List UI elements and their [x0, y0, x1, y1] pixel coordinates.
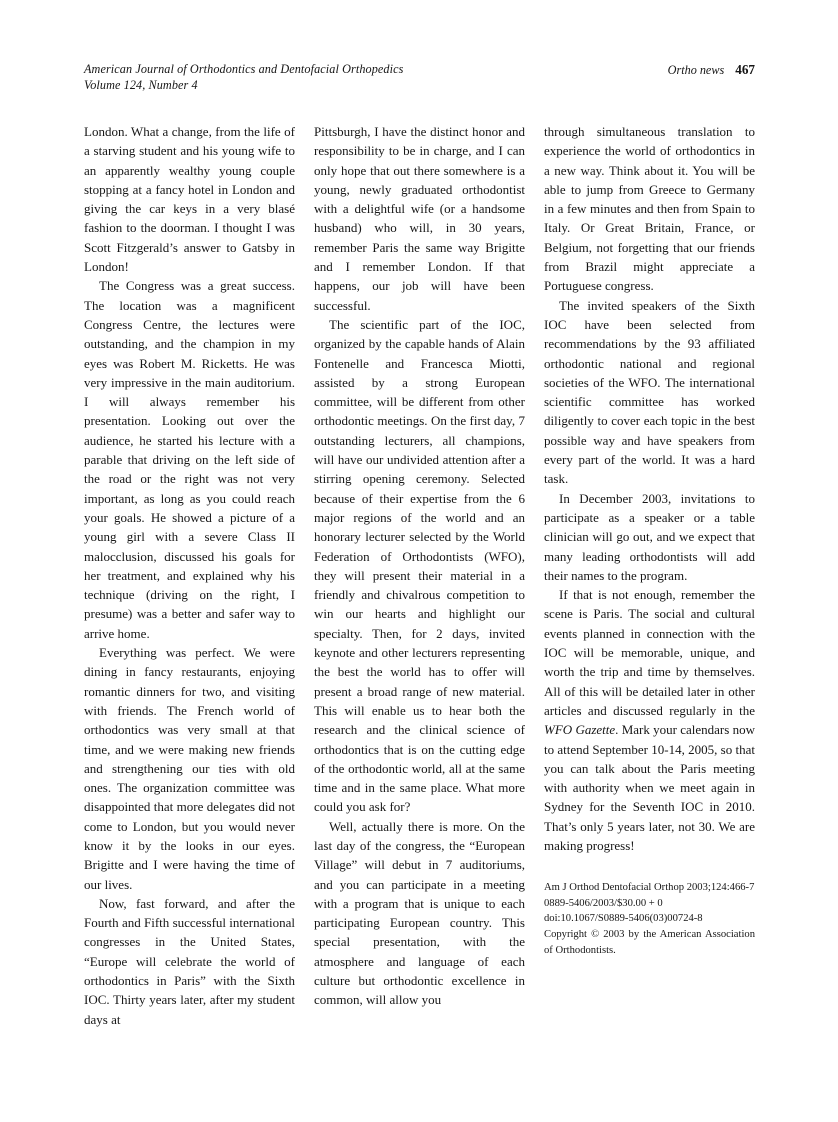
paragraph: London. What a change, from the life of a starving student and his young wife to an apparently wealthy young couple stopping at a fancy hotel in London and giving the car keys in a very blasé fashion to the doorman. I thought I was Scott Fitzgerald’s answer to Gatsby in London! [84, 124, 295, 275]
paragraph: Well, actually there is more. On the last day of the congress, the “European Village” will debut in 7 auditoriums, and you can participate in a meeting with a program that is unique to each participating European country. This special presentation, with the atmosphere and language of each culture but orthodontic excellence in common, will allow you [314, 818, 525, 1008]
article-body [84, 122, 755, 1029]
page-number: 467 [735, 62, 755, 77]
paragraph: through simultaneous translation to experience the world of orthodontics in a new way. Think about it. You will be able to jump from Greece to Germany in a few minutes and then from Spain to Italy. Or Great Britain, France, or Belgium, not forgetting that our friends from Brazil might appreciate a Portuguese congress. [544, 124, 755, 294]
column-left [84, 122, 295, 1029]
column-right [544, 122, 755, 1029]
paragraph-text: If that is not enough, remember the scene is Paris. The social and cultural events planned in connection with the IOC will be memorable, unique, and worth the trip and time by themselves. All of this will be detailed later in other articles and discussed regularly in the [544, 587, 755, 718]
running-head [84, 62, 755, 94]
section-label: Ortho news [667, 63, 725, 77]
volume-line: Volume 124, Number 4 [84, 77, 198, 92]
wfo-gazette-italic: WFO Gazette [544, 722, 616, 738]
citation-line: doi:10.1067/S0889-5406(03)00724-8 [544, 913, 703, 925]
citation-line: 0889-5406/2003/$30.00 + 0 [544, 897, 663, 909]
citation-block [544, 880, 755, 958]
paragraph-text: . Mark your calendars now to attend September 10-14, 2005, so that you can talk about the Paris meeting with authority when we meet again in Sydney for the Seventh IOC in 2010. That’s only 5 years later, not 30. We are making progress! [544, 722, 755, 853]
column-center [314, 122, 525, 1029]
citation-line: Copyright © 2003 by the American Association of Orthodontists. [544, 929, 755, 956]
paragraph: Now, fast forward, and after the Fourth and Fifth successful international congresses in the United States, “Europe will celebrate the world of orthodontics in Paris” with the Sixth IOC. Thirty years later, after my student days at [84, 895, 295, 1027]
paragraph: The invited speakers of the Sixth IOC have been selected from recommendations by the 93 affiliated orthodontic national and regional societies of the WFO. The international scientific committee has worked diligently to cover each topic in the best possible way and have speakers from every part of the world. It was a hard task. [544, 297, 755, 487]
paragraph: The Congress was a great success. The location was a magnificent Congress Centre, the lectures were outstanding, and the champion in my eyes was Robert M. Ricketts. He was very impressive in the main auditorium. I will always remember his presentation. Looking out over the audience, he started his lecture with a parable that driving on the left side of the road or the right was not very important, as long as you could reach your goals. He showed a picture of a young girl with a severe Class II malocclusion, discussed his goals for her treatment, and explained why his technique (driving on the right, I presume) was a better and safer way to arrive home. [84, 278, 295, 641]
paragraph: Pittsburgh, I have the distinct honor and responsibility to be in charge, and I can only hope that out there somewhere is a young, newly graduated orthodontist with a delightful wife (or a handsome husband) who will, in 30 years, remember Paris the same way Brigitte and I remember London. If that happens, our job will have been successful. [314, 124, 525, 313]
paragraph [544, 585, 755, 855]
paragraph: The scientific part of the IOC, organized by the capable hands of Alain Fontenelle and Francesca Miotti, assisted by a strong European committee, will be different from other orthodontic meetings. On the first day, 7 outstanding lecturers, all champions, will have our undivided attention after a stirring opening ceremony. Selected because of their expertise from the 6 major regions of the world and an honorary lecturer selected by the World Federation of Orthodontists (WFO), they will present their material in a friendly and chivalrous competition to win our hearts and highlight our specialty. Then, for 2 days, invited keynote and other lecturers representing the best the world has to offer will present a broad range of new material. This will enable us to hear both the research and the clinical science of orthodontics that is on the cutting edge of the orthodontic world, all at the same time and in the same place. What more could you ask for? [314, 316, 525, 815]
paragraph: Everything was perfect. We were dining in fancy restaurants, enjoying romantic dinners for two, and visiting with friends. The French world of orthodontics was very small at that time, and we were making new friends and strengthening our ties with old ones. The organization committee was disappointed that more delegates did not come to London, but you would never know it by the looks in our eyes. Brigitte and I were having the time of our lives. [84, 645, 295, 892]
journal-title: American Journal of Orthodontics and Dentofacial Orthopedics [84, 62, 404, 76]
paragraph: In December 2003, invitations to participate as a speaker or a table clinician will go out, and we expect that many leading orthodontists will add their names to the program. [544, 490, 755, 583]
running-head-left [84, 62, 403, 94]
running-head-right [668, 62, 755, 79]
citation-line: Am J Orthod Dentofacial Orthop 2003;124:466-7 [544, 882, 755, 894]
